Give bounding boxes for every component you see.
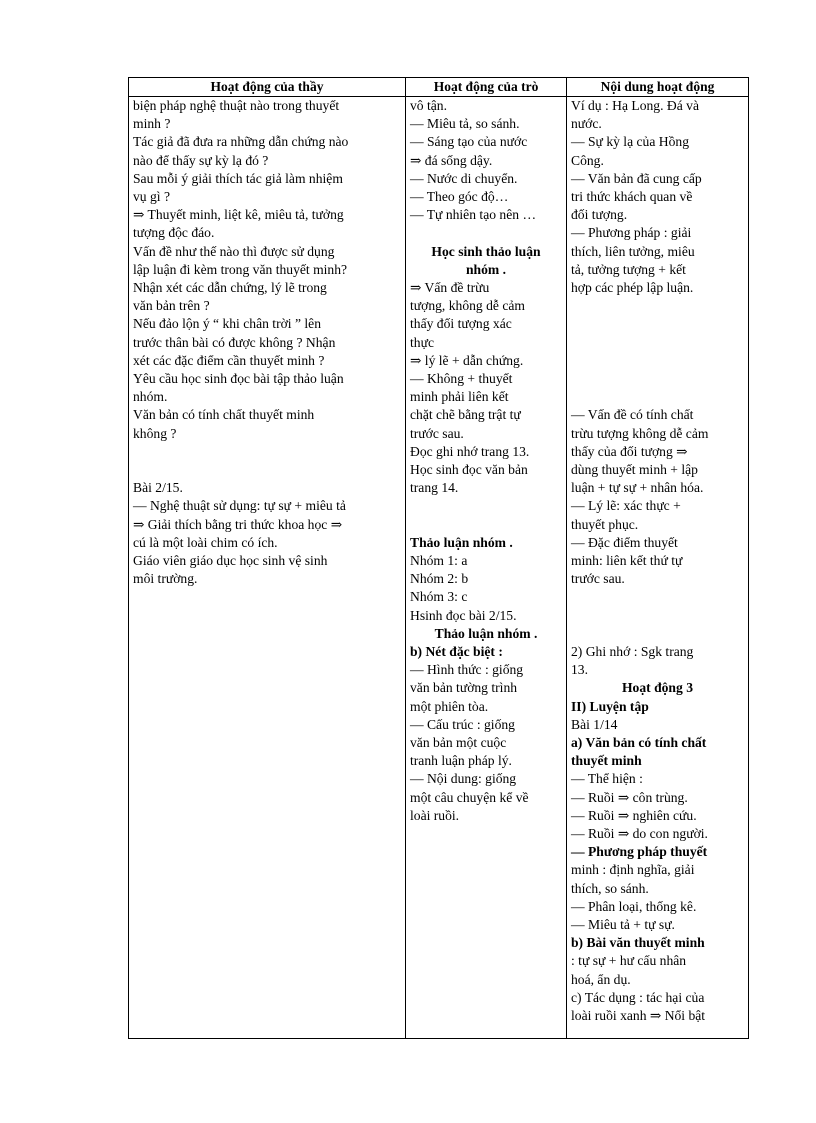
text-line: Bài 2/15. (133, 480, 183, 496)
text-line: tượng độc đáo. (133, 225, 215, 241)
text-line: — Nước di chuyển. (410, 170, 518, 186)
text-line: trước sau. (410, 425, 464, 441)
text-line (571, 588, 744, 606)
text-line: thực (410, 334, 434, 350)
text-line: Bài 1/14 (571, 716, 618, 732)
header-student-activity: Hoạt động của trò (406, 78, 567, 97)
text-line: Giáo viên giáo dục học sinh vệ sinh (133, 553, 328, 569)
text-line: thấy đối tượng xác (410, 316, 512, 332)
text-line: c) Tác dụng : tác hại của (571, 989, 705, 1005)
text-line: trang 14. (410, 480, 459, 496)
text-line: văn bản một cuộc (410, 735, 507, 751)
text-line: loài ruồi. (410, 807, 460, 823)
text-line (571, 315, 744, 333)
text-line: vụ gì ? (133, 189, 170, 205)
text-line: biện pháp nghệ thuật nào trong thuyết (133, 98, 340, 113)
text-line: Thảo luận nhóm . (410, 534, 513, 550)
text-line: Tác giả đã đưa ra những dẫn chứng nào (133, 134, 349, 150)
header-row (129, 78, 749, 97)
text-line: thích, so sánh. (571, 880, 649, 896)
text-line: lập luận đi kèm trong văn thuyết minh? (133, 261, 348, 277)
text-line: trước thân bài có được không ? Nhận (133, 334, 336, 350)
text-line: đối tượng. (571, 207, 628, 223)
text-line (410, 516, 562, 534)
text-line: — Phân loại, thống kê. (571, 898, 697, 914)
text-line (410, 224, 562, 242)
text-line: — Thể hiện : (571, 771, 643, 787)
text-line (571, 388, 744, 406)
text-line: Ví dụ : Hạ Long. Đá và (571, 98, 699, 113)
text-line: minh : định nghĩa, giải (571, 862, 695, 878)
text-line: Hoạt động 3 (621, 680, 693, 696)
text-line: Nhận xét các dẫn chứng, lý lẽ trong (133, 280, 327, 296)
text-line: ⇒ Giải thích bằng tri thức khoa học ⇒ (133, 516, 343, 532)
lesson-table (128, 77, 749, 1039)
text-line: Văn bản có tính chất thuyết minh (133, 407, 315, 423)
text-line: Nhóm 2: b (410, 571, 469, 587)
text-line: luận + tự sự + nhân hóa. (571, 480, 704, 496)
text-line: ⇒ Thuyết minh, liệt kê, miêu tả, tưởng (133, 207, 344, 223)
text-line: — Đặc điểm thuyết (571, 534, 678, 550)
text-line: nào để thấy sự kỳ lạ đó ? (133, 152, 269, 168)
text-line: — Ruồi ⇒ do con người. (571, 825, 708, 841)
text-line: — Nội dung: giống (410, 771, 517, 787)
text-line: : tự sự + hư cấu nhân (571, 953, 687, 969)
text-line: chặt chẽ bằng trật tự (410, 407, 521, 423)
text-line: tri thức khách quan về (571, 189, 693, 205)
text-line: một phiên tòa. (410, 698, 489, 714)
text-line: Hsinh đọc bài 2/15. (410, 607, 517, 623)
text-line: II) Luyện tập (571, 698, 649, 714)
text-line: trừu tượng không dễ cảm (571, 425, 709, 441)
text-line: ⇒ Vấn đề trừu (410, 280, 490, 296)
text-line: hợp các phép lập luận. (571, 280, 694, 296)
text-line: — Văn bản đã cung cấp (571, 170, 702, 186)
text-line: Nhóm 1: a (410, 553, 468, 569)
text-line: cú là một loài chim có ích. (133, 534, 278, 550)
text-line: — Phương pháp thuyết (571, 844, 708, 860)
text-line: không ? (133, 425, 177, 441)
text-line: Nếu đảo lộn ý “ khi chân trời ” lên (133, 316, 322, 332)
text-line: a) Văn bản có tính chất (571, 734, 707, 750)
text-line: nhóm . (465, 261, 507, 277)
text-line: ⇒ lý lẽ + dẫn chứng. (410, 352, 524, 368)
text-line: thích, liên tưởng, miêu (571, 243, 695, 259)
text-line (571, 334, 744, 352)
text-line: — Nghệ thuật sử dụng: tự sự + miêu tả (133, 498, 346, 514)
text-line: 13. (571, 662, 588, 678)
text-line: thuyết phục. (571, 516, 639, 532)
text-line: tả, tưởng tượng + kết (571, 261, 686, 277)
text-line: nhóm. (133, 389, 168, 405)
text-line: — Vấn đề có tính chất (571, 407, 694, 423)
text-line: xét các đặc điểm cần thuyết minh ? (133, 352, 325, 368)
text-line (133, 461, 401, 479)
text-line: — Lý lẽ: xác thực + (571, 498, 681, 514)
text-line: — Phương pháp : giải (571, 225, 692, 241)
text-line: Yêu cầu học sinh đọc bài tập thảo luận (133, 371, 344, 387)
text-line: — Miêu tả, so sánh. (410, 116, 520, 132)
text-line: Đọc ghi nhớ trang 13. (410, 443, 530, 459)
text-line: — Sáng tạo của nước (410, 134, 528, 150)
text-line (571, 297, 744, 315)
text-line (571, 607, 744, 625)
text-line: môi trường. (133, 571, 198, 587)
header-activity-content: Nội dung hoạt động (567, 78, 749, 97)
text-line: một câu chuyện kể về (410, 789, 529, 805)
text-line: hoá, ẩn dụ. (571, 971, 631, 987)
text-line: minh ? (133, 116, 171, 132)
text-line: 2) Ghi nhớ : Sgk trang (571, 643, 694, 659)
text-line: — Cấu trúc : giống (410, 716, 515, 732)
text-line: — Ruồi ⇒ nghiên cứu. (571, 807, 697, 823)
text-line (571, 370, 744, 388)
text-line (410, 497, 562, 515)
content-row (129, 97, 749, 1039)
text-line: dùng thuyết minh + lập (571, 461, 698, 477)
text-line: b) Nét đặc biệt : (410, 644, 503, 660)
text-line: — Hình thức : giống (410, 662, 524, 678)
text-line: tranh luận pháp lý. (410, 753, 512, 769)
student-activity-cell (406, 97, 567, 1039)
text-line: minh: liên kết thứ tự (571, 552, 683, 568)
teacher-activity-cell (129, 97, 406, 1039)
text-line: — Sự kỳ lạ của Hồng (571, 134, 689, 150)
text-line: trước sau. (571, 571, 625, 587)
text-line: văn bản trên ? (133, 298, 210, 314)
text-line: b) Bài văn thuyết minh (571, 935, 705, 951)
text-line: loài ruồi xanh ⇒ Nổi bật (571, 1008, 706, 1024)
text-line: vô tận. (410, 98, 447, 113)
text-line: Vấn đề như thế nào thì được sử dụng (133, 243, 335, 259)
text-line: minh phải liên kết (410, 389, 509, 405)
text-line (571, 352, 744, 370)
header-teacher-activity: Hoạt động của thầy (129, 78, 406, 97)
text-line: — Theo góc độ… (410, 189, 509, 205)
text-line: — Miêu tả + tự sự. (571, 917, 675, 932)
text-line: Học sinh thảo luận (431, 243, 541, 259)
text-line: — Tự nhiên tạo nên … (410, 207, 537, 223)
text-line: Nhóm 3: c (410, 589, 468, 605)
text-line: Công. (571, 152, 604, 168)
text-line: Thảo luận nhóm . (434, 625, 538, 641)
text-line: — Ruồi ⇒ côn trùng. (571, 789, 688, 805)
text-line: Sau mỗi ý giải thích tác giả làm nhiệm (133, 170, 343, 186)
activity-content-cell (567, 97, 749, 1039)
text-line (571, 625, 744, 643)
text-line: Học sinh đọc văn bản (410, 462, 528, 478)
text-line (133, 443, 401, 461)
text-line: thấy của đối tượng ⇒ (571, 443, 688, 459)
text-line: văn bản tường trình (410, 680, 518, 696)
text-line: tượng, không dễ cảm (410, 298, 525, 314)
text-line: — Không + thuyết (410, 371, 513, 387)
text-line: nước. (571, 116, 602, 132)
text-line: thuyết minh (571, 753, 642, 769)
text-line: ⇒ đá sống dậy. (410, 152, 493, 168)
